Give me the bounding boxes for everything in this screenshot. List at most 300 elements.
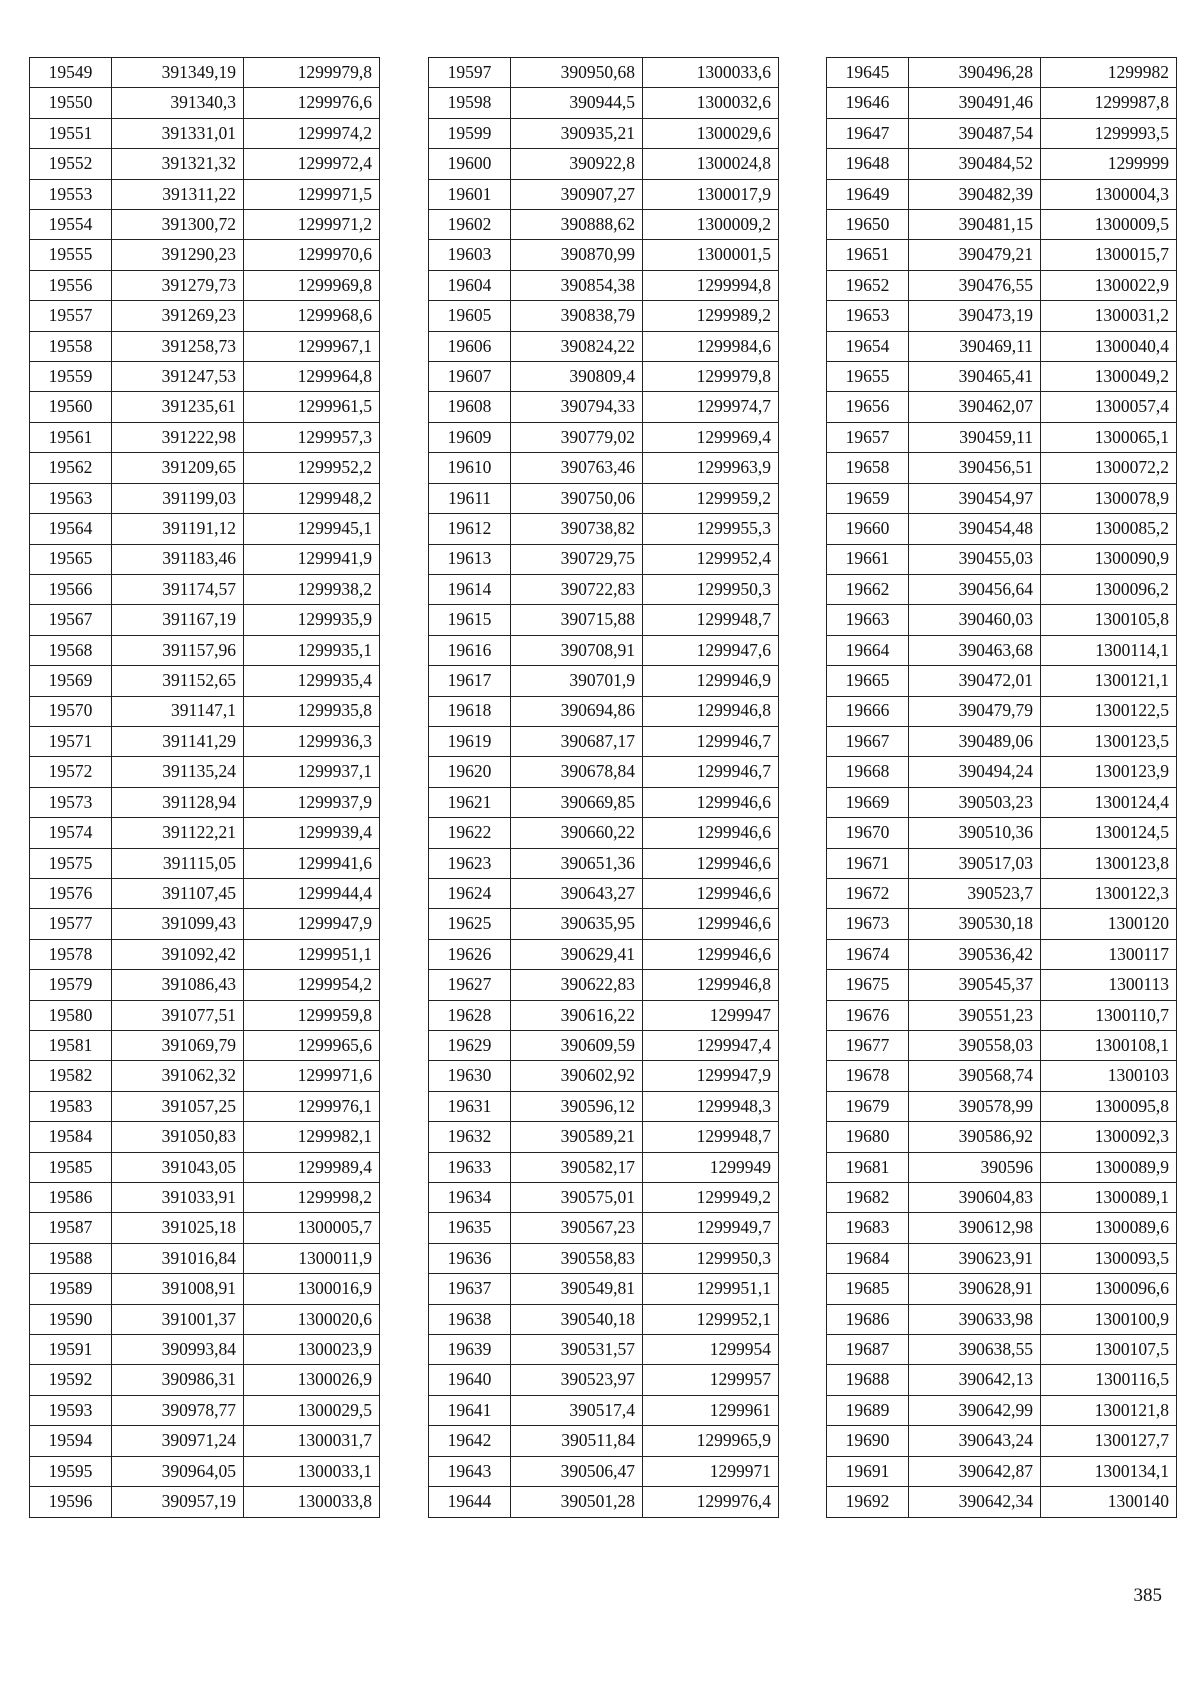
point-number-cell: 19561 <box>30 422 112 452</box>
point-number-cell: 19687 <box>827 1335 909 1365</box>
point-number-cell: 19682 <box>827 1183 909 1213</box>
y-coordinate-cell: 1299948,3 <box>643 1091 779 1121</box>
x-coordinate-cell: 391191,12 <box>112 514 244 544</box>
point-number-cell: 19594 <box>30 1426 112 1456</box>
x-coordinate-cell: 390459,11 <box>909 422 1041 452</box>
x-coordinate-cell: 391279,73 <box>112 270 244 300</box>
y-coordinate-cell: 1299957,3 <box>244 422 380 452</box>
point-number-cell: 19557 <box>30 301 112 331</box>
y-coordinate-cell: 1299976,1 <box>244 1091 380 1121</box>
x-coordinate-cell: 390545,37 <box>909 970 1041 1000</box>
y-coordinate-cell: 1300009,5 <box>1041 210 1177 240</box>
point-number-cell: 19674 <box>827 939 909 969</box>
table-row <box>827 574 1177 604</box>
y-coordinate-cell: 1299944,4 <box>244 878 380 908</box>
x-coordinate-cell: 390567,23 <box>511 1213 643 1243</box>
point-number-cell: 19626 <box>429 939 511 969</box>
x-coordinate-cell: 390454,48 <box>909 514 1041 544</box>
table-row <box>30 483 380 513</box>
y-coordinate-cell: 1300032,6 <box>643 88 779 118</box>
table-row <box>827 1456 1177 1486</box>
y-coordinate-cell: 1300024,8 <box>643 149 779 179</box>
x-coordinate-cell: 391147,1 <box>112 696 244 726</box>
x-coordinate-cell: 390460,03 <box>909 605 1041 635</box>
x-coordinate-cell: 391033,91 <box>112 1183 244 1213</box>
y-coordinate-cell: 1300033,1 <box>244 1456 380 1486</box>
y-coordinate-cell: 1300140 <box>1041 1487 1177 1517</box>
y-coordinate-cell: 1299982 <box>1041 58 1177 88</box>
point-number-cell: 19620 <box>429 757 511 787</box>
point-number-cell: 19677 <box>827 1031 909 1061</box>
table-row <box>827 1426 1177 1456</box>
point-number-cell: 19574 <box>30 818 112 848</box>
point-number-cell: 19571 <box>30 726 112 756</box>
table-row <box>429 1031 779 1061</box>
x-coordinate-cell: 390482,39 <box>909 179 1041 209</box>
x-coordinate-cell: 390888,62 <box>511 210 643 240</box>
x-coordinate-cell: 390750,06 <box>511 483 643 513</box>
x-coordinate-cell: 391300,72 <box>112 210 244 240</box>
y-coordinate-cell: 1299970,6 <box>244 240 380 270</box>
y-coordinate-cell: 1299951,1 <box>244 939 380 969</box>
y-coordinate-cell: 1299993,5 <box>1041 118 1177 148</box>
table-row <box>429 696 779 726</box>
y-coordinate-cell: 1299947,4 <box>643 1031 779 1061</box>
x-coordinate-cell: 390462,07 <box>909 392 1041 422</box>
x-coordinate-cell: 390907,27 <box>511 179 643 209</box>
y-coordinate-cell: 1300134,1 <box>1041 1456 1177 1486</box>
table-row <box>429 210 779 240</box>
x-coordinate-cell: 390578,99 <box>909 1091 1041 1121</box>
y-coordinate-cell: 1300072,2 <box>1041 453 1177 483</box>
table-row <box>429 1213 779 1243</box>
y-coordinate-cell: 1299994,8 <box>643 270 779 300</box>
x-coordinate-cell: 391152,65 <box>112 666 244 696</box>
table-row <box>429 1152 779 1182</box>
y-coordinate-cell: 1299971 <box>643 1456 779 1486</box>
point-number-cell: 19568 <box>30 635 112 665</box>
x-coordinate-cell: 390643,27 <box>511 878 643 908</box>
x-coordinate-cell: 390511,84 <box>511 1426 643 1456</box>
table-row <box>429 878 779 908</box>
point-number-cell: 19606 <box>429 331 511 361</box>
x-coordinate-cell: 390687,17 <box>511 726 643 756</box>
table-row <box>30 453 380 483</box>
point-number-cell: 19647 <box>827 118 909 148</box>
table-row <box>827 1487 1177 1517</box>
y-coordinate-cell: 1300020,6 <box>244 1304 380 1334</box>
x-coordinate-cell: 391062,32 <box>112 1061 244 1091</box>
y-coordinate-cell: 1300011,9 <box>244 1243 380 1273</box>
point-number-cell: 19656 <box>827 392 909 422</box>
x-coordinate-cell: 391043,05 <box>112 1152 244 1182</box>
table-row <box>827 88 1177 118</box>
table-row <box>429 757 779 787</box>
point-number-cell: 19650 <box>827 210 909 240</box>
point-number-cell: 19623 <box>429 848 511 878</box>
table-row <box>827 210 1177 240</box>
point-number-cell: 19635 <box>429 1213 511 1243</box>
y-coordinate-cell: 1300108,1 <box>1041 1031 1177 1061</box>
x-coordinate-cell: 391050,83 <box>112 1122 244 1152</box>
y-coordinate-cell: 1300022,9 <box>1041 270 1177 300</box>
table-row <box>827 362 1177 392</box>
table-row <box>827 1304 1177 1334</box>
y-coordinate-cell: 1299976,6 <box>244 88 380 118</box>
point-number-cell: 19643 <box>429 1456 511 1486</box>
x-coordinate-cell: 391167,19 <box>112 605 244 635</box>
y-coordinate-cell: 1299974,2 <box>244 118 380 148</box>
y-coordinate-cell: 1300090,9 <box>1041 544 1177 574</box>
table-row <box>30 58 380 88</box>
y-coordinate-cell: 1299946,8 <box>643 970 779 1000</box>
point-number-cell: 19608 <box>429 392 511 422</box>
y-coordinate-cell: 1299979,8 <box>244 58 380 88</box>
table-row <box>827 605 1177 635</box>
point-number-cell: 19581 <box>30 1031 112 1061</box>
y-coordinate-cell: 1299949,2 <box>643 1183 779 1213</box>
y-coordinate-cell: 1299946,6 <box>643 878 779 908</box>
table-row <box>30 1335 380 1365</box>
point-number-cell: 19582 <box>30 1061 112 1091</box>
point-number-cell: 19659 <box>827 483 909 513</box>
point-number-cell: 19572 <box>30 757 112 787</box>
point-number-cell: 19595 <box>30 1456 112 1486</box>
table-row <box>827 422 1177 452</box>
y-coordinate-cell: 1300092,3 <box>1041 1122 1177 1152</box>
point-number-cell: 19671 <box>827 848 909 878</box>
x-coordinate-cell: 391199,03 <box>112 483 244 513</box>
table-row <box>827 1274 1177 1304</box>
point-number-cell: 19628 <box>429 1000 511 1030</box>
table-row <box>429 88 779 118</box>
point-number-cell: 19627 <box>429 970 511 1000</box>
table-row <box>30 1122 380 1152</box>
point-number-cell: 19640 <box>429 1365 511 1395</box>
y-coordinate-cell: 1299984,6 <box>643 331 779 361</box>
y-coordinate-cell: 1299965,9 <box>643 1426 779 1456</box>
x-coordinate-cell: 390628,91 <box>909 1274 1041 1304</box>
x-coordinate-cell: 390971,24 <box>112 1426 244 1456</box>
y-coordinate-cell: 1299945,1 <box>244 514 380 544</box>
table-row <box>827 58 1177 88</box>
table-row <box>30 726 380 756</box>
table-row <box>30 149 380 179</box>
point-number-cell: 19584 <box>30 1122 112 1152</box>
table-row <box>30 301 380 331</box>
y-coordinate-cell: 1299952,4 <box>643 544 779 574</box>
y-coordinate-cell: 1300033,8 <box>244 1487 380 1517</box>
x-coordinate-cell: 390669,85 <box>511 787 643 817</box>
y-coordinate-cell: 1300023,9 <box>244 1335 380 1365</box>
point-number-cell: 19641 <box>429 1395 511 1425</box>
x-coordinate-cell: 391086,43 <box>112 970 244 1000</box>
x-coordinate-cell: 390530,18 <box>909 909 1041 939</box>
y-coordinate-cell: 1299947,9 <box>643 1061 779 1091</box>
x-coordinate-cell: 390472,01 <box>909 666 1041 696</box>
table-row <box>30 574 380 604</box>
x-coordinate-cell: 390824,22 <box>511 331 643 361</box>
point-number-cell: 19552 <box>30 149 112 179</box>
point-number-cell: 19686 <box>827 1304 909 1334</box>
table-row <box>827 1091 1177 1121</box>
x-coordinate-cell: 390568,74 <box>909 1061 1041 1091</box>
y-coordinate-cell: 1299982,1 <box>244 1122 380 1152</box>
y-coordinate-cell: 1300096,2 <box>1041 574 1177 604</box>
x-coordinate-cell: 390469,11 <box>909 331 1041 361</box>
x-coordinate-cell: 390489,06 <box>909 726 1041 756</box>
point-number-cell: 19622 <box>429 818 511 848</box>
x-coordinate-cell: 391092,42 <box>112 939 244 969</box>
x-coordinate-cell: 391069,79 <box>112 1031 244 1061</box>
point-number-cell: 19667 <box>827 726 909 756</box>
table-row <box>429 331 779 361</box>
table-row <box>827 392 1177 422</box>
table-row <box>429 301 779 331</box>
x-coordinate-cell: 390944,5 <box>511 88 643 118</box>
x-coordinate-cell: 390642,34 <box>909 1487 1041 1517</box>
point-number-cell: 19613 <box>429 544 511 574</box>
y-coordinate-cell: 1299979,8 <box>643 362 779 392</box>
table-row <box>30 1274 380 1304</box>
point-number-cell: 19655 <box>827 362 909 392</box>
point-number-cell: 19603 <box>429 240 511 270</box>
point-number-cell: 19636 <box>429 1243 511 1273</box>
point-number-cell: 19588 <box>30 1243 112 1273</box>
table-row <box>429 635 779 665</box>
point-number-cell: 19596 <box>30 1487 112 1517</box>
x-coordinate-cell: 390456,64 <box>909 574 1041 604</box>
table-row <box>30 1061 380 1091</box>
y-coordinate-cell: 1299947 <box>643 1000 779 1030</box>
y-coordinate-cell: 1300096,6 <box>1041 1274 1177 1304</box>
x-coordinate-cell: 390986,31 <box>112 1365 244 1395</box>
y-coordinate-cell: 1300116,5 <box>1041 1365 1177 1395</box>
point-number-cell: 19660 <box>827 514 909 544</box>
point-number-cell: 19666 <box>827 696 909 726</box>
table-row <box>429 270 779 300</box>
x-coordinate-cell: 391247,53 <box>112 362 244 392</box>
x-coordinate-cell: 390523,7 <box>909 878 1041 908</box>
point-number-cell: 19563 <box>30 483 112 513</box>
point-number-cell: 19612 <box>429 514 511 544</box>
x-coordinate-cell: 390779,02 <box>511 422 643 452</box>
table-row <box>30 848 380 878</box>
point-number-cell: 19634 <box>429 1183 511 1213</box>
point-number-cell: 19648 <box>827 149 909 179</box>
x-coordinate-cell: 390638,55 <box>909 1335 1041 1365</box>
x-coordinate-cell: 390651,36 <box>511 848 643 878</box>
y-coordinate-cell: 1300122,3 <box>1041 878 1177 908</box>
table-row <box>30 1152 380 1182</box>
table-row <box>827 331 1177 361</box>
table-row <box>30 757 380 787</box>
point-number-cell: 19549 <box>30 58 112 88</box>
table-row <box>429 149 779 179</box>
table-row <box>827 1365 1177 1395</box>
table-row <box>30 1456 380 1486</box>
point-number-cell: 19679 <box>827 1091 909 1121</box>
table-row <box>30 1487 380 1517</box>
table-row <box>30 909 380 939</box>
point-number-cell: 19632 <box>429 1122 511 1152</box>
y-coordinate-cell: 1300121,1 <box>1041 666 1177 696</box>
point-number-cell: 19585 <box>30 1152 112 1182</box>
table-row <box>30 88 380 118</box>
y-coordinate-cell: 1299949,7 <box>643 1213 779 1243</box>
x-coordinate-cell: 391128,94 <box>112 787 244 817</box>
x-coordinate-cell: 390722,83 <box>511 574 643 604</box>
x-coordinate-cell: 390854,38 <box>511 270 643 300</box>
point-number-cell: 19560 <box>30 392 112 422</box>
point-number-cell: 19646 <box>827 88 909 118</box>
point-number-cell: 19625 <box>429 909 511 939</box>
x-coordinate-cell: 391235,61 <box>112 392 244 422</box>
table-row <box>429 848 779 878</box>
y-coordinate-cell: 1300057,4 <box>1041 392 1177 422</box>
table-row <box>827 1335 1177 1365</box>
table-row <box>827 1122 1177 1152</box>
x-coordinate-cell: 390455,03 <box>909 544 1041 574</box>
table-row <box>429 605 779 635</box>
x-coordinate-cell: 390481,15 <box>909 210 1041 240</box>
x-coordinate-cell: 390575,01 <box>511 1183 643 1213</box>
x-coordinate-cell: 391321,32 <box>112 149 244 179</box>
x-coordinate-cell: 390642,99 <box>909 1395 1041 1425</box>
x-coordinate-cell: 391115,05 <box>112 848 244 878</box>
y-coordinate-cell: 1299937,1 <box>244 757 380 787</box>
x-coordinate-cell: 390957,19 <box>112 1487 244 1517</box>
table-row <box>30 1426 380 1456</box>
point-number-cell: 19629 <box>429 1031 511 1061</box>
x-coordinate-cell: 390496,28 <box>909 58 1041 88</box>
point-number-cell: 19689 <box>827 1395 909 1425</box>
y-coordinate-cell: 1300065,1 <box>1041 422 1177 452</box>
y-coordinate-cell: 1299935,4 <box>244 666 380 696</box>
table-row <box>827 1031 1177 1061</box>
point-number-cell: 19649 <box>827 179 909 209</box>
y-coordinate-cell: 1299971,5 <box>244 179 380 209</box>
y-coordinate-cell: 1300033,6 <box>643 58 779 88</box>
y-coordinate-cell: 1300123,9 <box>1041 757 1177 787</box>
table-row <box>429 58 779 88</box>
table-row <box>429 1456 779 1486</box>
table-row <box>30 666 380 696</box>
x-coordinate-cell: 390494,24 <box>909 757 1041 787</box>
x-coordinate-cell: 390473,19 <box>909 301 1041 331</box>
x-coordinate-cell: 390604,83 <box>909 1183 1041 1213</box>
table-row <box>827 483 1177 513</box>
y-coordinate-cell: 1299948,2 <box>244 483 380 513</box>
table-row <box>827 1000 1177 1030</box>
y-coordinate-cell: 1299968,6 <box>244 301 380 331</box>
y-coordinate-cell: 1299952,1 <box>643 1304 779 1334</box>
x-coordinate-cell: 390456,51 <box>909 453 1041 483</box>
point-number-cell: 19551 <box>30 118 112 148</box>
table-row <box>429 970 779 1000</box>
point-number-cell: 19555 <box>30 240 112 270</box>
y-coordinate-cell: 1299965,6 <box>244 1031 380 1061</box>
y-coordinate-cell: 1300095,8 <box>1041 1091 1177 1121</box>
x-coordinate-cell: 390454,97 <box>909 483 1041 513</box>
point-number-cell: 19684 <box>827 1243 909 1273</box>
table-row <box>30 514 380 544</box>
table-row <box>30 179 380 209</box>
point-number-cell: 19615 <box>429 605 511 635</box>
x-coordinate-cell: 391008,91 <box>112 1274 244 1304</box>
table-row <box>827 878 1177 908</box>
table-row <box>429 666 779 696</box>
y-coordinate-cell: 1299937,9 <box>244 787 380 817</box>
point-number-cell: 19638 <box>429 1304 511 1334</box>
table-row <box>30 118 380 148</box>
point-number-cell: 19576 <box>30 878 112 908</box>
point-number-cell: 19652 <box>827 270 909 300</box>
y-coordinate-cell: 1299971,2 <box>244 210 380 240</box>
y-coordinate-cell: 1299949 <box>643 1152 779 1182</box>
x-coordinate-cell: 390510,36 <box>909 818 1041 848</box>
point-number-cell: 19580 <box>30 1000 112 1030</box>
table-row <box>827 240 1177 270</box>
point-number-cell: 19616 <box>429 635 511 665</box>
point-number-cell: 19639 <box>429 1335 511 1365</box>
point-number-cell: 19678 <box>827 1061 909 1091</box>
table-row <box>827 635 1177 665</box>
x-coordinate-cell: 390935,21 <box>511 118 643 148</box>
x-coordinate-cell: 390622,83 <box>511 970 643 1000</box>
point-number-cell: 19672 <box>827 878 909 908</box>
y-coordinate-cell: 1299946,9 <box>643 666 779 696</box>
point-number-cell: 19676 <box>827 1000 909 1030</box>
y-coordinate-cell: 1299935,9 <box>244 605 380 635</box>
table-row <box>429 1426 779 1456</box>
x-coordinate-cell: 391311,22 <box>112 179 244 209</box>
table-row <box>429 726 779 756</box>
y-coordinate-cell: 1299935,1 <box>244 635 380 665</box>
x-coordinate-cell: 390633,98 <box>909 1304 1041 1334</box>
x-coordinate-cell: 390809,4 <box>511 362 643 392</box>
table-row <box>30 1213 380 1243</box>
table-row <box>429 514 779 544</box>
point-number-cell: 19579 <box>30 970 112 1000</box>
point-number-cell: 19657 <box>827 422 909 452</box>
point-number-cell: 19601 <box>429 179 511 209</box>
table-row <box>30 362 380 392</box>
table-row <box>429 1091 779 1121</box>
point-number-cell: 19591 <box>30 1335 112 1365</box>
point-number-cell: 19605 <box>429 301 511 331</box>
y-coordinate-cell: 1299946,7 <box>643 726 779 756</box>
x-coordinate-cell: 390476,55 <box>909 270 1041 300</box>
y-coordinate-cell: 1300123,8 <box>1041 848 1177 878</box>
y-coordinate-cell: 1300093,5 <box>1041 1243 1177 1273</box>
table-row <box>30 818 380 848</box>
y-coordinate-cell: 1300122,5 <box>1041 696 1177 726</box>
table-row <box>30 970 380 1000</box>
table-row <box>429 1274 779 1304</box>
x-coordinate-cell: 390596 <box>909 1152 1041 1182</box>
table-row <box>30 878 380 908</box>
point-number-cell: 19681 <box>827 1152 909 1182</box>
x-coordinate-cell: 390870,99 <box>511 240 643 270</box>
y-coordinate-cell: 1300107,5 <box>1041 1335 1177 1365</box>
table-row <box>827 1395 1177 1425</box>
point-number-cell: 19685 <box>827 1274 909 1304</box>
table-row <box>827 666 1177 696</box>
table-row <box>30 1304 380 1334</box>
x-coordinate-cell: 390978,77 <box>112 1395 244 1425</box>
y-coordinate-cell: 1299961 <box>643 1395 779 1425</box>
